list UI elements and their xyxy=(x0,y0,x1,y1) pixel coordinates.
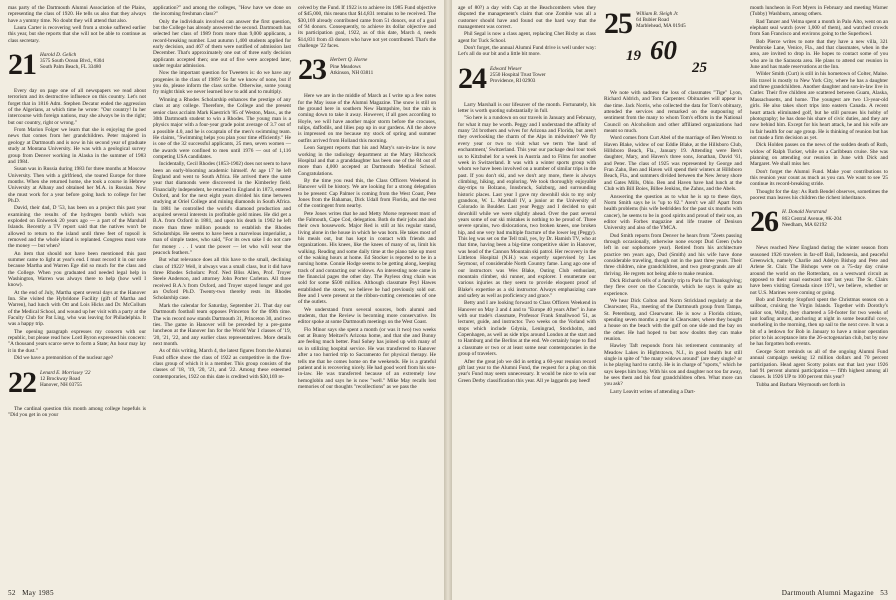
paragraph: Now the important question for Tweeters is: do we have any progenies in the class of 1989? So far we know of none, but if you do, please inform the class scribe. Otherwise, some young fry might think we never learned how to add and to multiply. xyxy=(153,70,291,96)
paragraph: Answering the question as to what he is up to these days, Norm Smith says he is "up to 82." Aren't we all! Apart from health problems (his wife bedridden for the past six months with cancer), he seems to be in good spirits and proud of their son, an editor with Forbes magazine and life trustee of Denison University and also of the YMCA. xyxy=(604,193,742,232)
address-line-1: 863 Central Avenue, #K-204 xyxy=(782,215,842,222)
right-page-footer xyxy=(782,589,888,597)
paragraph: Rad Tanzer and Velma spent a month in Palo Alto, went on an elephant seal watch (over 1,000 of them), and watched crowds from San Francisco and environs going to the Superbowl. xyxy=(750,18,888,38)
class-number: 21 xyxy=(8,48,36,82)
class-number: 24 xyxy=(458,61,486,95)
address-line-1: 64 Bubier Road xyxy=(636,17,669,24)
paragraph: Leon Sargent reports that his and Mary's son-in-law is now working in the radiology department at the Mary Hitchcock Hospital and that a granddaughter has been one of the 84 out of more than 4,000 accepted at Dartmouth Medical School. Congratulations. xyxy=(298,145,436,177)
secretary-name: Harold D. Gelich xyxy=(40,52,77,59)
paragraph: Don't forget, the annual Alumni Fund drive is well under way: Let's all do our bit and a little bit more. xyxy=(458,45,596,58)
paragraph: We note with sadness the loss of classmates "Tige" Lyon, Richard Aldrich, and Tom Carpenter. Obituaries will appear in due time. Jack Norris, who collected the data for Tom's obituary, attended the services and remarked on the outpouring of sentiment from the many to whom Tom's efforts in the National Council on Alcoholism and other affiliated organizations had meant so much. xyxy=(604,90,742,135)
address-line-1: Pine Meadows xyxy=(330,63,361,70)
magazine-name: Dartmouth Alumni Magazine xyxy=(781,589,874,597)
page-number: 52 xyxy=(8,589,16,597)
address-line-1: 2550 Hospital Trust Tower xyxy=(490,71,546,78)
column-2 xyxy=(153,5,291,580)
class-secretary-address xyxy=(40,50,104,71)
paragraph: An item that should not have been mentioned this past summer came to light at year's end. I must record it in our note because Martha and Warren Ege did so much for the class and the College. When you graduated and needed legal help in Washington, Warren was always there to help (how well I know). xyxy=(8,250,146,289)
paragraph: Word comes from Curt Abel of the marriage of Ben Wrentz to Haven Blake, widow of our Eddie Blake, at the Hillsboro Club, Hillsboro Beach, Fla., January 19. Attending were Ben's daughter, Mary, and Haven's three sons, Jonathan, David '61, and Peter. The class of 1925 was represented by George and Fran Zahn, Ben and Haven will spend their winters at Hillsboro Beach, Fla., and summers divided between the New Jersey shore and Gates Mills, Ohio. Ben and Haven have had lunch at the Club with Bill Boies, Billee Jenkins, the Zahns, and the Abels. xyxy=(604,135,742,193)
paragraph: From Marion Folger we learn that she is enjoying the good news that comes from her grandchildren. Peter majored in geology at Dartmouth and is now in his second year of graduate study at Montana University. He was with a geological survey group from Denver working in Alaska in the summer of 1983 and 1984. xyxy=(8,127,146,165)
paragraph: News reached New England during the winter season from seasoned 1926 travelers in far-off Bali, Indonesia, and peaceful Greenwich, namely Charlie and Adelyn Bishop and Pete and Arlene St. Clair. The Bishops were on a 75-day day cruise around the world on the Rotterdam, on a westward circuit as opposed to their usual eastward tour last year. The St. Clairs have been visiting Grenada since 1971, we believe, whether or not U.S. Marines were coming or going. xyxy=(750,245,888,296)
address-line-2: Needham, MA 02192 xyxy=(782,221,827,228)
class-heading-23 xyxy=(298,55,436,88)
paragraph: "So here is a rundown on our travels in January and February, for what it may be worth. Peggy and I understand the affinity of many '24 brothers and wives for Arizona and Florida, but aren't they overlooking the charm of the Alps in midwinter? We fly every year or two to visit what we term 'the land of enchantment,' Switzerland. This year our package deal tour took us to Kitzbuhel for a week in Austria and to Films for another week in Switzerland. It was with a winter sports group with whom we have been involved on a number of similar trips in the past. If you don't ski, and we don't any more, there is always climbing, hiking, and exploring. We took thoroughly enjoyable day-trips to Bolzano, Innsbruck, Salzburg, and surrounding historic places. Last year I gave my downhill skis to my only grandson, W. L. Marshall IV, a junior at the University of Colorado in Boulder. Last year Peggy and I decided to quit downhill while we were slightly ahead. Over the past several years some of our ski mistakes is nothing to be proud of. Three severe sprains, two dislocations, two broken knees, one broken hip, and one very bad multiple fracture of the lower leg (Peggy). This leg was set on the Tell trail, yes, by Dr. Hamish TV, who at that time, having been a big-time competitive skier in Hanover, was head of the Cannon Mountain ski patrol. Her recovery in the Littleton Hospital (N.H.) was expertly supervised by Les Seymour, of considerable North Country fame. Long ago one of our instructors was Wes Blake, Outing Club enthusiast, mountain climber, ski runner, and explorer. I enumerate our various injuries as they seem to provide eloquent proof of Blake's expertise as a ski instructor. Always emphasizing care and safety as well as proficiency and grace." xyxy=(458,115,596,300)
secretary-name: Herbert Q. Horne xyxy=(330,57,368,64)
paragraph: mas party of the Dartmouth Alumni Association of the Plains, representing the class of 1920. He tells us also that they always have a yummy time. No doubt they will attend that also. xyxy=(8,5,146,24)
address-line-1: 12 Brockway Road xyxy=(40,375,81,382)
paragraph: Dick Richards tells of a family trip to Paris for Thanksgiving; they flew over on the Concorde, which he says is quite an experience. xyxy=(604,277,742,297)
paragraph: Don't forget the Alumni Fund. Make your contributions to this reunion year count as much as you can. We want to see '25 continue its record-breaking stride. xyxy=(750,168,888,188)
reunion-60-logo xyxy=(604,35,742,87)
paragraph: Incidentally, Cecil Rhodes (1853-1902) does not seem to have been an early-blooming academic himself. At age 17 he left England and went to South Africa. He arrived there the same year that diamonds were discovered in the Kimberley field. Financially independent, he returned to England in 1873, entered Oxford, and for the next eight years divided his time between studying at Oriel College and mining diamonds in South Africa. In 1881 he controlled the world's diamond production and acquired several interests in profitable gold mines. He did get a B.A. from Oxford in 1881, and upon his death in 1902 he left more than three million pounds to establish the Rhodes Scholarships. He seems to have been a marvelous imperialist, a man of simple tastes, who said, "For its own sake I do not care for money . . . I want the power — let who will wear the peacock feathers." xyxy=(153,161,291,257)
paragraph: We understand from several sources, both alumni and students, that the Review is becoming more conservative. Its editor spoke at some Dartmouth meetings on the West Coast. xyxy=(298,306,436,326)
class-secretary-address xyxy=(782,207,842,228)
class-secretary-address xyxy=(40,368,90,389)
paragraph: Mark the calendar for Saturday, September 21. That day our Dartmouth football team opposes Princeton for the 69th time. The win record now stands Dartmouth 31, Princeton 30, and two ties. The game in Hanover will be preceded by a pre-game luncheon at the Hanover Inn for the World War I classes of '19, '20, '21, '22, and any earlier class representatives. More details next month. xyxy=(153,302,291,347)
col1-top-text xyxy=(8,5,146,44)
paragraph: Flo Minor says she spent a month (or was it two) two weeks out at Bunny Meitzel's Arizona home, and that she and Bunny are feeling much better. Paul Sohey has joined up with many of us in utilizing hospital service. He was transferred to Hanover after a too hurried trip to Sacramento for physical therapy. He tells me that he comes home on the weekends. He is a grateful patient and is recovering nicely. He had good word from his son-in-law. He was transferred because of an extremely low hemoglobin and says he is now "well." Mike May recalls lost memories of our thoughts "recollections" as we pass the xyxy=(298,326,436,390)
secretary-name: Edward Wieser xyxy=(490,65,522,72)
class-secretary-address xyxy=(330,55,373,76)
secretary-name: William B. Sleigh Jr. xyxy=(636,11,679,17)
class-number: 23 xyxy=(298,53,326,87)
class-heading-22 xyxy=(8,365,146,401)
paragraph: Dud Smith reports from Denver he hears from "Zeets passing through occasionally, otherwise none except Dud Green (who left in our sophomore year). Retired from his architecture practice ten years ago, Dud (Smith) and his wife have done considerable traveling, though not in the past three years. Their three children, nine grandchildren, and two great-grands are all thriving. He regrets not being able to make reunion. xyxy=(604,232,742,277)
paragraph: Susan was in Russia during 1983 for three months at Moscow University. Then with a girlfriend, she toured Europe for three months. When she returned home, she took a course in Hebrew University at Albany and obtained her M.A. in Russian. Now she must work for a year before going back to college for her Ph.D. xyxy=(8,166,146,204)
page-gutter xyxy=(444,0,452,600)
paragraph: Phil Segal is now a class agent, replacing Chet Bixby as class agent for Tuck School. xyxy=(458,31,596,44)
paragraph: ceived by the Fund. If 1922 is to achieve its 1985 Fund objective of $45,000, this means that $14,831 remains to be received. The $30,169 already contributed came from 51 donors, out of a goal of 94 donors. Consequently, to achieve its dollar objective and its participation goal, 1922, as of this date, March 4, needs $14,831 from 43 donors who have not yet contributed. That's the challenge '22 faces. xyxy=(298,5,436,50)
class-heading-21 xyxy=(8,50,146,83)
issue-date: May 1985 xyxy=(22,589,54,597)
logo-text-19: 19 xyxy=(626,48,641,64)
right-page xyxy=(452,0,896,600)
class-secretary-address xyxy=(490,64,546,85)
paragraph: Only the individuals involved can answer the first question, but the College has already answered the second. Dartmouth has selected her class of 1989 from more than 9,000 applicants, a record-breaking number. Last autumn 1,400 students applied for early decision, and 467 of them were notified of admission last December. That's approximately one out of three early decision applicants accepted then; one out of five were accepted later, under regular admission. xyxy=(153,18,291,70)
paragraph: Tubba and Barbara Weymouth set forth in xyxy=(756,381,846,388)
paragraph: David, their dad, D '53, has been on a project this past year examining the results of the hydrogen bomb which was exploded on Eniwetok 20 years ago — a part of the Marshall Islands. Recently a TV report said that the natives won't be allowed to return to the island until three feet of topsoil is removed and the whole island is replanted. Congress must vote the money — but when? xyxy=(8,205,146,250)
paragraph: Winning a Rhodes Scholarship enhances the prestige of any class at any college. Therefore, the College and the present senior class acclaim Mark Kaestrich '85 of Weston, Mass., as the 30th Dartmouth student to win a Rhodes. The young man is a physics major with a four-year grade point average of 3.7 out of a possible 4.0, and he is cocaptain of the men's swimming team. He claims, "Swimming helps you plan your time efficiently." He is one of the 32 successful applicants, 25 men, seven women — the awards were confined to men until 1976 — out of 1,116 competing USA candidates. xyxy=(153,96,291,160)
paragraph: application?" and among the colleges, "How have we done on the incoming freshman class?" xyxy=(153,5,291,18)
column-1 xyxy=(8,5,146,580)
column-4 xyxy=(458,5,596,580)
paragraph: Pete Jones writes that he and Metty Morse represent most of the Falmouth, Cape Cod, delegation. Both do their jobs and also their own housework. Major Red is still at his regular stand, living alone in the house in which he was born. He takes most of his meals out, but has kept in contact with friends and organizations. His knees, like the knees of many of us, limit his walking. Reading and some daily time at the piano take up most of the waking hours at home. Ed Stocker is reported to be in a nursing home. Connie Hodge seems to be getting along, keeping track of and contacting our widows. An interesting note came in the financial pages the other day. The Payless drug chain was sold for some $500 million. Although classmate Peyl Hawes established the stores, we believe he had previously sold out. Bee and I were present at the ribbon-cutting ceremonies of one of the outlets. xyxy=(298,210,436,306)
page-number: 53 xyxy=(880,589,888,597)
paragraph: After the great job we did in setting a 60-year reunion record gift last year to the Alumni Fund, the request for a plug on this year's Fund may seem unnecessary. It would be nice to win our Green Derby classification this year. All ye laggards pay heed! xyxy=(458,358,596,384)
paragraph: At the end of July, Martha spent several days at the Hanover Inn. She visited the Hybridone Facility (gift of Martha and Warren), had lunch with Ott and Lois Hicks and Dr. McCollum of the Medical School, and wound up her visit with a party at the Faculty Club for Pat Ling, who was leaving for Philadelphia. It was a happy trip. xyxy=(8,289,146,328)
paragraph: But what relevance does all this have to the small, declining class of 1922? Well, it always was a small class, but it did have three Rhodes Scholars: Prof. Ned Bliss Allen, Prof. Troyer Steele Anderson, and attorney John Porter Carleton. All three received B.A.'s from Oxford, and Troyer stayed longer and got an Oxford Ph.D. Twenty-two thereby rests its Rhodes Scholarship case. xyxy=(153,257,291,302)
paragraph: George Scott reminds us all of the ongoing Alumni Fund annual campaign seeking 12 million dollars and 70 percent participation. Head agent Scotty points out that last year 1926 had 91 percent alumni participation — fifth highest among all classes. Is 1926 UP to 100 percent this year? xyxy=(750,348,888,381)
paragraph: Wilder Smith (Curt) is still in his hometown of Colter, Maine. His travel is mostly to New York City, where he has a daughter and three grandchildren. Another daughter and son-in-law live in Cutler. Their five children are scattered between Guam, Alaska, Massachusetts, and home. The youngest are two 13-year-old girls. He also takes short trips into eastern Canada. A recent heart attack eliminated golf, but he still pursues his hobby of photography; he has done his share of civic duties, and they are now behind him. Except for his heart attack, he and his wife are in fair health for our age group. He is thinking of reunion but has not made a firm decision as yet. xyxy=(750,71,888,141)
paragraph: Dick Holden passes on the news of the sudden death of Ruth, widow of Ralph Tucker, while on a Caribbean cruise. She was planning on attending our reunion in June with Dick and Margaret. We shall miss her. xyxy=(750,142,888,168)
left-page-footer xyxy=(8,589,54,597)
paragraph: Bob and Dorothy Stopford spent the Christmas season on a sailboat, cruising the Virgin Islands. Together with Dorothy's sailor son, Wally, they chartered a 50-footer for two weeks of just loafing around, anchoring at night in some beautiful cove, snorkeling in the morning, then up sail to the next cove. It was a bit of a letdown for Bob in January to have a minor operation prior to his acceptance into the 26-octogenarian club, but by now he has forgotten both events. xyxy=(750,297,888,348)
paragraph: mouth luncheon in Fort Myers in February and meeting Warner (Tubby) Washburn, among others. xyxy=(750,5,888,18)
secretary-name: H. Donald Norstrand xyxy=(782,209,827,216)
address-line-2: Providence, RI 02903 xyxy=(490,78,536,85)
left-page xyxy=(0,0,444,600)
address-line-2: Atkinson, NH 03811 xyxy=(330,69,374,76)
paragraph: Betty and I are looking forward to Class Officers Weekend in Hanover on May 3 and 4 and to "Europe 40 years After" in June with our trade's classmate, Professor Frank Smallwood '51, as lecturer, guide, and instructor. Two weeks on the Vorland with stops which include Gdynia, Leningrad, Stockholm, and Copenhagen, as well as side trips around London at the start and to Hamburg and the Berlins at the end. We certainly hope to find a classmate or two or at least some near contemporaries in the group of travelers. xyxy=(458,300,596,358)
paragraph: We hear Dick Colton and Norm Strickland regularly at the Clearwater, Fla., meeting of the Dartmouth group from Tampa, St. Petersburg, and Clearwater. He is now a Florida citizen, spending seven months a year in Clearwater, where they bought a house on the beach with the gulf on one side and the bay on the other. He had hoped to but now doubts they can make reunion. xyxy=(604,298,742,343)
paragraph: Did we have a premonition of the nuclear age? xyxy=(14,355,114,362)
paragraph: The opening paragraph expresses my concern with our republic, but please read how Lord Byron expressed his concern: "A thousand years scarce serve to form a State; An hour may lay it in the dust." xyxy=(8,328,146,354)
column-3 xyxy=(298,5,436,580)
address-line-2: South Palm Beach, FL 33480 xyxy=(40,64,102,71)
address-line-2: Hanover, NH 03755 xyxy=(40,381,83,388)
column-5 xyxy=(604,5,742,580)
paragraph: Larry Leavitt writes of attending a Dart- xyxy=(610,388,696,395)
address-line-1: 3575 South Ocean Blvd., #304 xyxy=(40,58,104,65)
paragraph: Laura Carter is recovering well from a stroke suffered earlier this year, but she reports that she will not be able to continue as class secretary. xyxy=(8,25,146,44)
paragraph: Every day on page one of all newspapers we read about terrorism and its destructive influence on this country. Let's not forget that in 1816 Adm. Stephen Decatur ended the aggression of the Algerians, at which time he wrote: "Our country! In her intercourse with foreign nations, may she always be in the right; but our country, right or wrong." xyxy=(8,88,146,126)
logo-text-60: 60 xyxy=(650,35,677,65)
paragraph: Hawley Taft responds from his retirement community of Meadow Lakes in Hightstown, N.J., in good health but still single in spite of "the many widows around" (are they single? or is he playing hard to catch). He is in charge of "sports," which he says keeps him busy. With his son and daughter not too far away, he sees them and his four grandchildren often. What more can you ask? xyxy=(604,343,742,388)
paragraph: The cardinal question this month among college hopefuls is "Did you get in on your xyxy=(8,405,146,418)
logo-text-25: 25 xyxy=(692,60,707,76)
secretary-name: Lenard E. Morrissey '22 xyxy=(40,369,91,376)
column-6 xyxy=(750,5,888,580)
paragraph: age of 80?) a day with Cap at the Beachcombers when they disputed the management's claim that one Zombie was all a customer should have and found out the hard way that the management was correct. xyxy=(458,5,596,31)
class-number: 25 xyxy=(604,7,632,40)
paragraph: Thought for the day: As Ruth Bendel observes, sometimes the poorest man leaves his children the richest inheritance. xyxy=(750,188,888,201)
col1-body-text xyxy=(8,88,146,361)
paragraph: Here we are in the middle of March as I write up a few notes for the May issue of the Alumni Magazine. The snow is still on the ground here in southern New Hampshire, but the rain is coming down to take it away. However, if all goes according to Hoyle, we will have another major storm before the crocuses, tulips, daffodils, and lilies pop up in our gardens. All the above is impressed on me because my stock of spring and summer outfits arrived from Holland this morning. xyxy=(298,93,436,144)
class-number: 26 xyxy=(750,205,778,239)
class-secretary-address xyxy=(636,9,686,30)
paragraph: Bob Pierce writes to note that they have a new villa, 321 Pembroke Lane, Venice, Fla., and that classmates, when in the area, are invited to drop in. He hopes to contact some of you who are in the Sarasota area. He plans to attend our reunion in June and has made reservations at the Inn. xyxy=(750,38,888,71)
class-heading-26 xyxy=(750,207,888,240)
address-line-2: Marblehead, MA 01945 xyxy=(636,23,686,30)
paragraph: As of this writing, March 4, the latest figures from the Alumni Fund office show the class of 1922 as competitive in the five-class group of which it is a member. This group consists of the classes of '18, '19, '20, '21, and '22. Among these esteemed contemporaries, 1922 on this date is credited with $30,169 re- xyxy=(153,348,291,380)
class-number: 22 xyxy=(8,365,36,399)
paragraph: By the time you read this, the Class Officers Weekend in Hanover will be history. We are looking for a strong delegation to be present: Cap Palmer is coming from the West Coast, Pete Jones from the Bahamas, Dick Udall from Florida, and the rest of the contingent from nearby. xyxy=(298,177,436,210)
paragraph: Larry Marshall is our lifesaver of the month. Fortunately, his letter is worth quoting substantially in full. xyxy=(458,101,596,115)
col1-tail-text xyxy=(8,406,146,419)
class-heading-24 xyxy=(458,61,596,97)
